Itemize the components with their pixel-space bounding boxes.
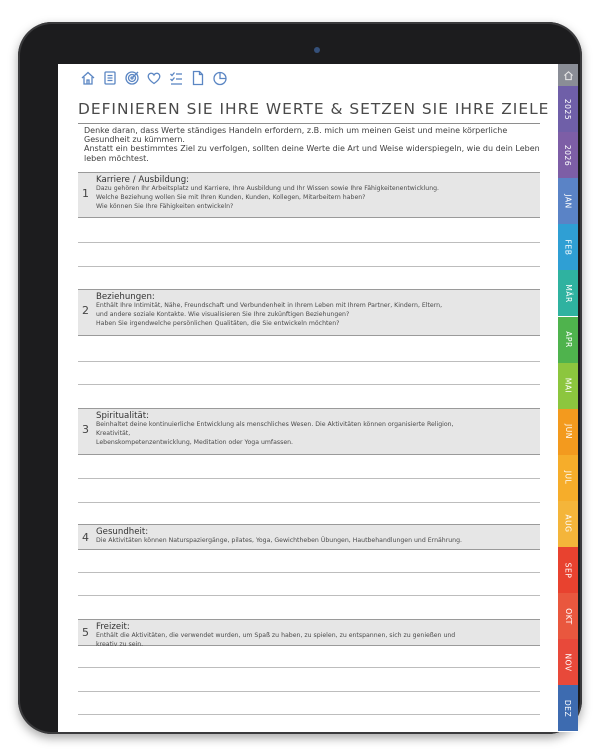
tab-2026[interactable] [558,132,578,178]
section-title: Gesundheit: [96,527,149,537]
section-health [78,524,540,550]
tab-jan[interactable] [558,178,578,224]
section-number: 5 [82,626,89,639]
section-header [78,289,540,336]
writing-line[interactable] [78,572,540,573]
section-description-line: Lebenskompetenzentwicklung, Meditation oder Yoga umfassen. [96,439,294,447]
section-leisure [78,619,540,649]
section-description-line: Beinhaltet deine kontinuierliche Entwicklung als menschliches Wesen. Die Aktivitäten können organisierte Religion, [96,421,454,428]
tab-dez[interactable] [558,685,578,731]
tab-mai[interactable] [558,363,578,409]
writing-line[interactable] [78,384,540,385]
tab-label: JUN [563,424,573,440]
writing-line[interactable] [78,667,540,668]
section-description-line: kreativ zu sein. [96,641,144,649]
writing-line[interactable] [78,502,540,503]
section-description-line: und andere soziale Kontakte. Wie visualisieren Sie Ihre zukünftigen Beziehungen? [96,311,350,319]
tab-label: 2026 [563,144,573,166]
section-description-line: Enthält Ihre Intimität, Nähe, Freundschaft und Verbundenheit in Ihrem Leben mit Ihrem Partner, Kindern, Eltern, [96,302,443,309]
tablet-frame [18,22,582,734]
document-icon[interactable] [190,70,206,86]
writing-line[interactable] [78,361,540,362]
writing-line[interactable] [78,595,540,596]
tab-2025[interactable] [558,86,578,132]
month-tabs [558,64,578,732]
tab-label: 2025 [563,98,573,120]
tab-feb[interactable] [558,224,578,270]
section-description-line: Enthält die Aktivitäten, die verwendet wurden, um Spaß zu haben, zu spielen, zu entspannen, sich zu genießen und [96,632,456,639]
pie-chart-icon[interactable] [212,70,228,86]
tab-label: DEZ [563,699,573,718]
section-number: 3 [82,423,89,436]
writing-line[interactable] [78,478,540,479]
intro-text [84,126,544,163]
tab-label: NOV [563,653,573,672]
section-title: Spiritualität: [96,411,149,421]
tab-label: APR [563,331,573,348]
page-title: DEFINIEREN SIE IHRE WERTE & SETZEN SIE IHRE ZIELE [78,100,550,118]
section-description-line: Haben Sie irgendwelche persönlichen Qualitäten, die Sie entwickeln möchten? [96,320,340,328]
tab-nov[interactable] [558,639,578,685]
writing-line[interactable] [78,714,540,715]
tab-label: AUG [563,514,573,534]
list-icon[interactable] [102,70,118,86]
intro-paragraph-2: Anstatt ein bestimmtes Ziel zu verfolgen, sollten deine Werte die Art und Weise widerspiegeln, wie du dein Leben leben möchtest. [84,144,540,163]
section-header [78,408,540,455]
tab-sep[interactable] [558,547,578,593]
planner-page [58,64,558,732]
section-header [78,619,540,649]
section-spirituality [78,408,540,455]
section-title: Beziehungen: [96,292,155,302]
checklist-icon[interactable] [168,70,184,86]
tab-jun[interactable] [558,409,578,455]
tab-label: FEB [563,239,573,256]
section-header [78,172,540,218]
tab-label: JAN [563,193,573,209]
tab-okt[interactable] [558,593,578,639]
tab-label: OKT [563,607,573,625]
tab-label: SEP [563,562,573,578]
tab-label: JUL [563,471,573,485]
section-number: 1 [82,187,89,200]
tab-aug[interactable] [558,501,578,547]
section-career [78,172,540,218]
camera-dot [314,47,320,53]
section-number: 4 [82,531,89,544]
heart-icon[interactable] [146,70,162,86]
writing-line[interactable] [78,266,540,267]
writing-line[interactable] [78,242,540,243]
tab-label: MÄR [563,284,573,303]
target-icon[interactable] [124,70,140,86]
title-divider [78,123,540,124]
section-description-line: Die Aktivitäten können Naturspaziergänge, pilates, Yoga, Gewichtheben Übungen, Hautbehandlungen und Ernährung. [96,537,462,544]
home-icon [563,70,574,81]
section-description-line: Wie können Sie Ihre Fähigkeiten entwickeln? [96,203,234,211]
writing-line[interactable] [78,691,540,692]
section-description-line: Welche Beziehung wollen Sie mit Ihren Kunden, Kunden, Kollegen, Mitarbeitern haben? [96,194,366,202]
intro-paragraph-1: Denke daran, dass Werte ständiges Handeln erfordern, z.B. mich um meinen Geist und meine körperliche Gesundheit zu kümmern. [84,126,508,145]
section-title: Karriere / Ausbildung: [96,175,190,185]
tab-mar[interactable] [558,270,578,316]
section-title: Freizeit: [96,622,130,632]
home-icon[interactable] [80,70,96,86]
section-description-line: Dazu gehören Ihr Arbeitsplatz und Karriere, Ihre Ausbildung und Ihr Wissen sowie Ihre Fähigkeitenentwicklung. [96,185,440,192]
section-header [78,524,540,550]
toolbar [80,70,228,90]
tab-apr[interactable] [558,317,578,363]
tab-jul[interactable] [558,455,578,501]
section-description-line: Kreativität, [96,430,131,438]
section-relationships [78,289,540,336]
tab-label: MAI [563,377,573,394]
screen [58,64,578,732]
tab-home[interactable] [558,64,578,86]
section-number: 2 [82,304,89,317]
